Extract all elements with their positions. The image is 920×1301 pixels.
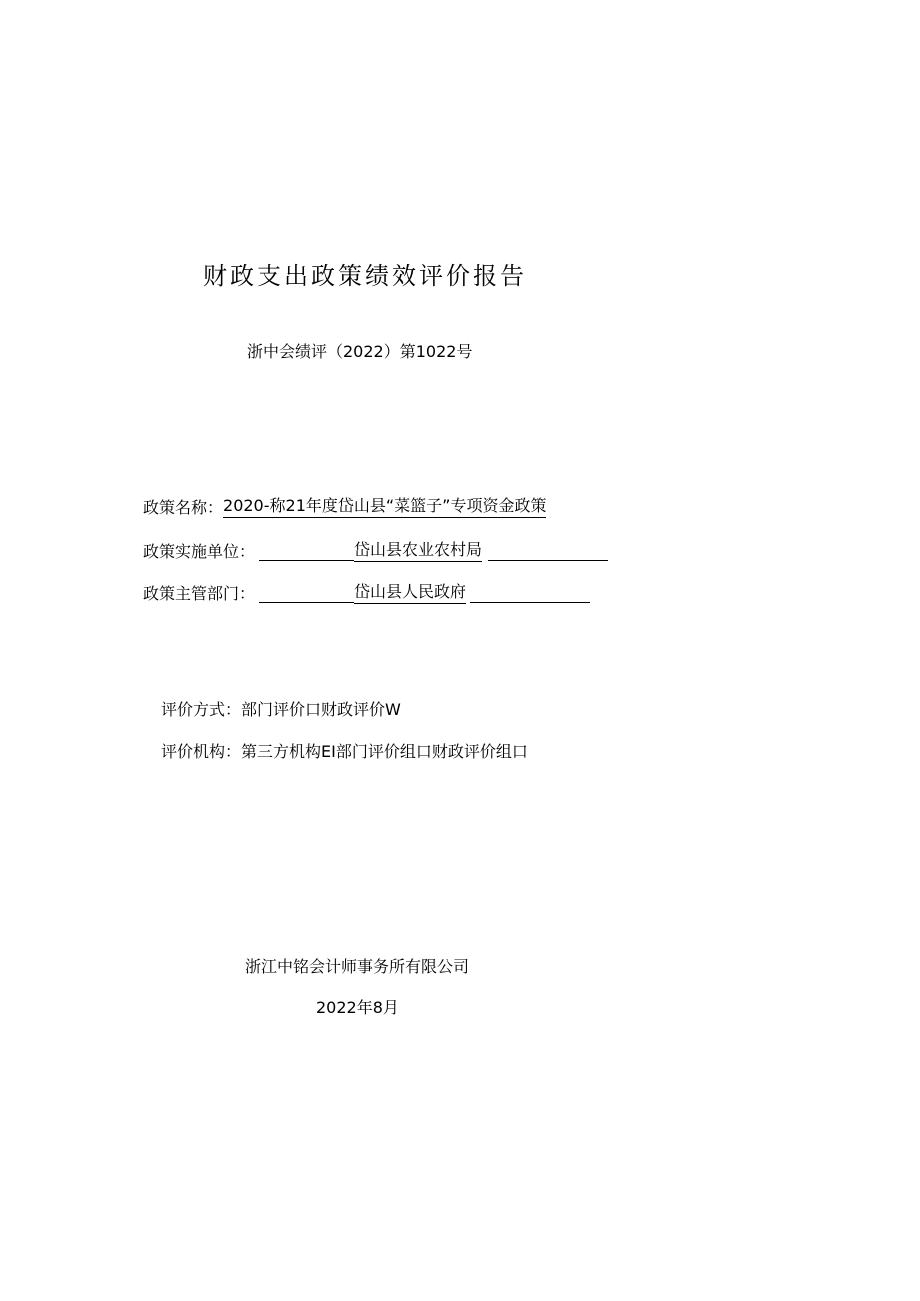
blank-underline <box>259 601 354 603</box>
evaluation-organization-label: 评价机构： <box>161 742 242 761</box>
policy-name-label: 政策名称： <box>143 498 224 517</box>
evaluation-organization-row <box>161 739 528 762</box>
report-title: 财政支出政策绩效评价报告 <box>203 262 527 290</box>
evaluation-method-value: 部门评价口财政评价W <box>241 700 401 719</box>
document-number: 浙中会绩评（2022）第1022号 <box>247 342 473 361</box>
policy-name-row <box>143 493 546 518</box>
supervising-dept-row <box>143 579 590 604</box>
report-date: 2022年8月 <box>316 998 399 1017</box>
implementing-unit-label: 政策实施单位： <box>143 542 256 561</box>
evaluation-method-label: 评价方式： <box>161 700 242 719</box>
supervising-dept-value: 岱山县人民政府 <box>354 579 466 604</box>
evaluation-organization-value: 第三方机构EI部门评价组口财政评价组口 <box>241 742 528 761</box>
company-name: 浙江中铭会计师事务所有限公司 <box>245 957 470 976</box>
implementing-unit-row <box>143 537 608 562</box>
implementing-unit-value: 岱山县农业农村局 <box>354 537 482 562</box>
policy-name-value: 2020-称21年度岱山县“菜篮子”专项资金政策 <box>223 493 546 518</box>
evaluation-method-row <box>161 697 401 720</box>
blank-underline <box>470 601 590 603</box>
blank-underline <box>259 559 354 561</box>
blank-underline <box>488 559 608 561</box>
supervising-dept-label: 政策主管部门： <box>143 584 256 603</box>
